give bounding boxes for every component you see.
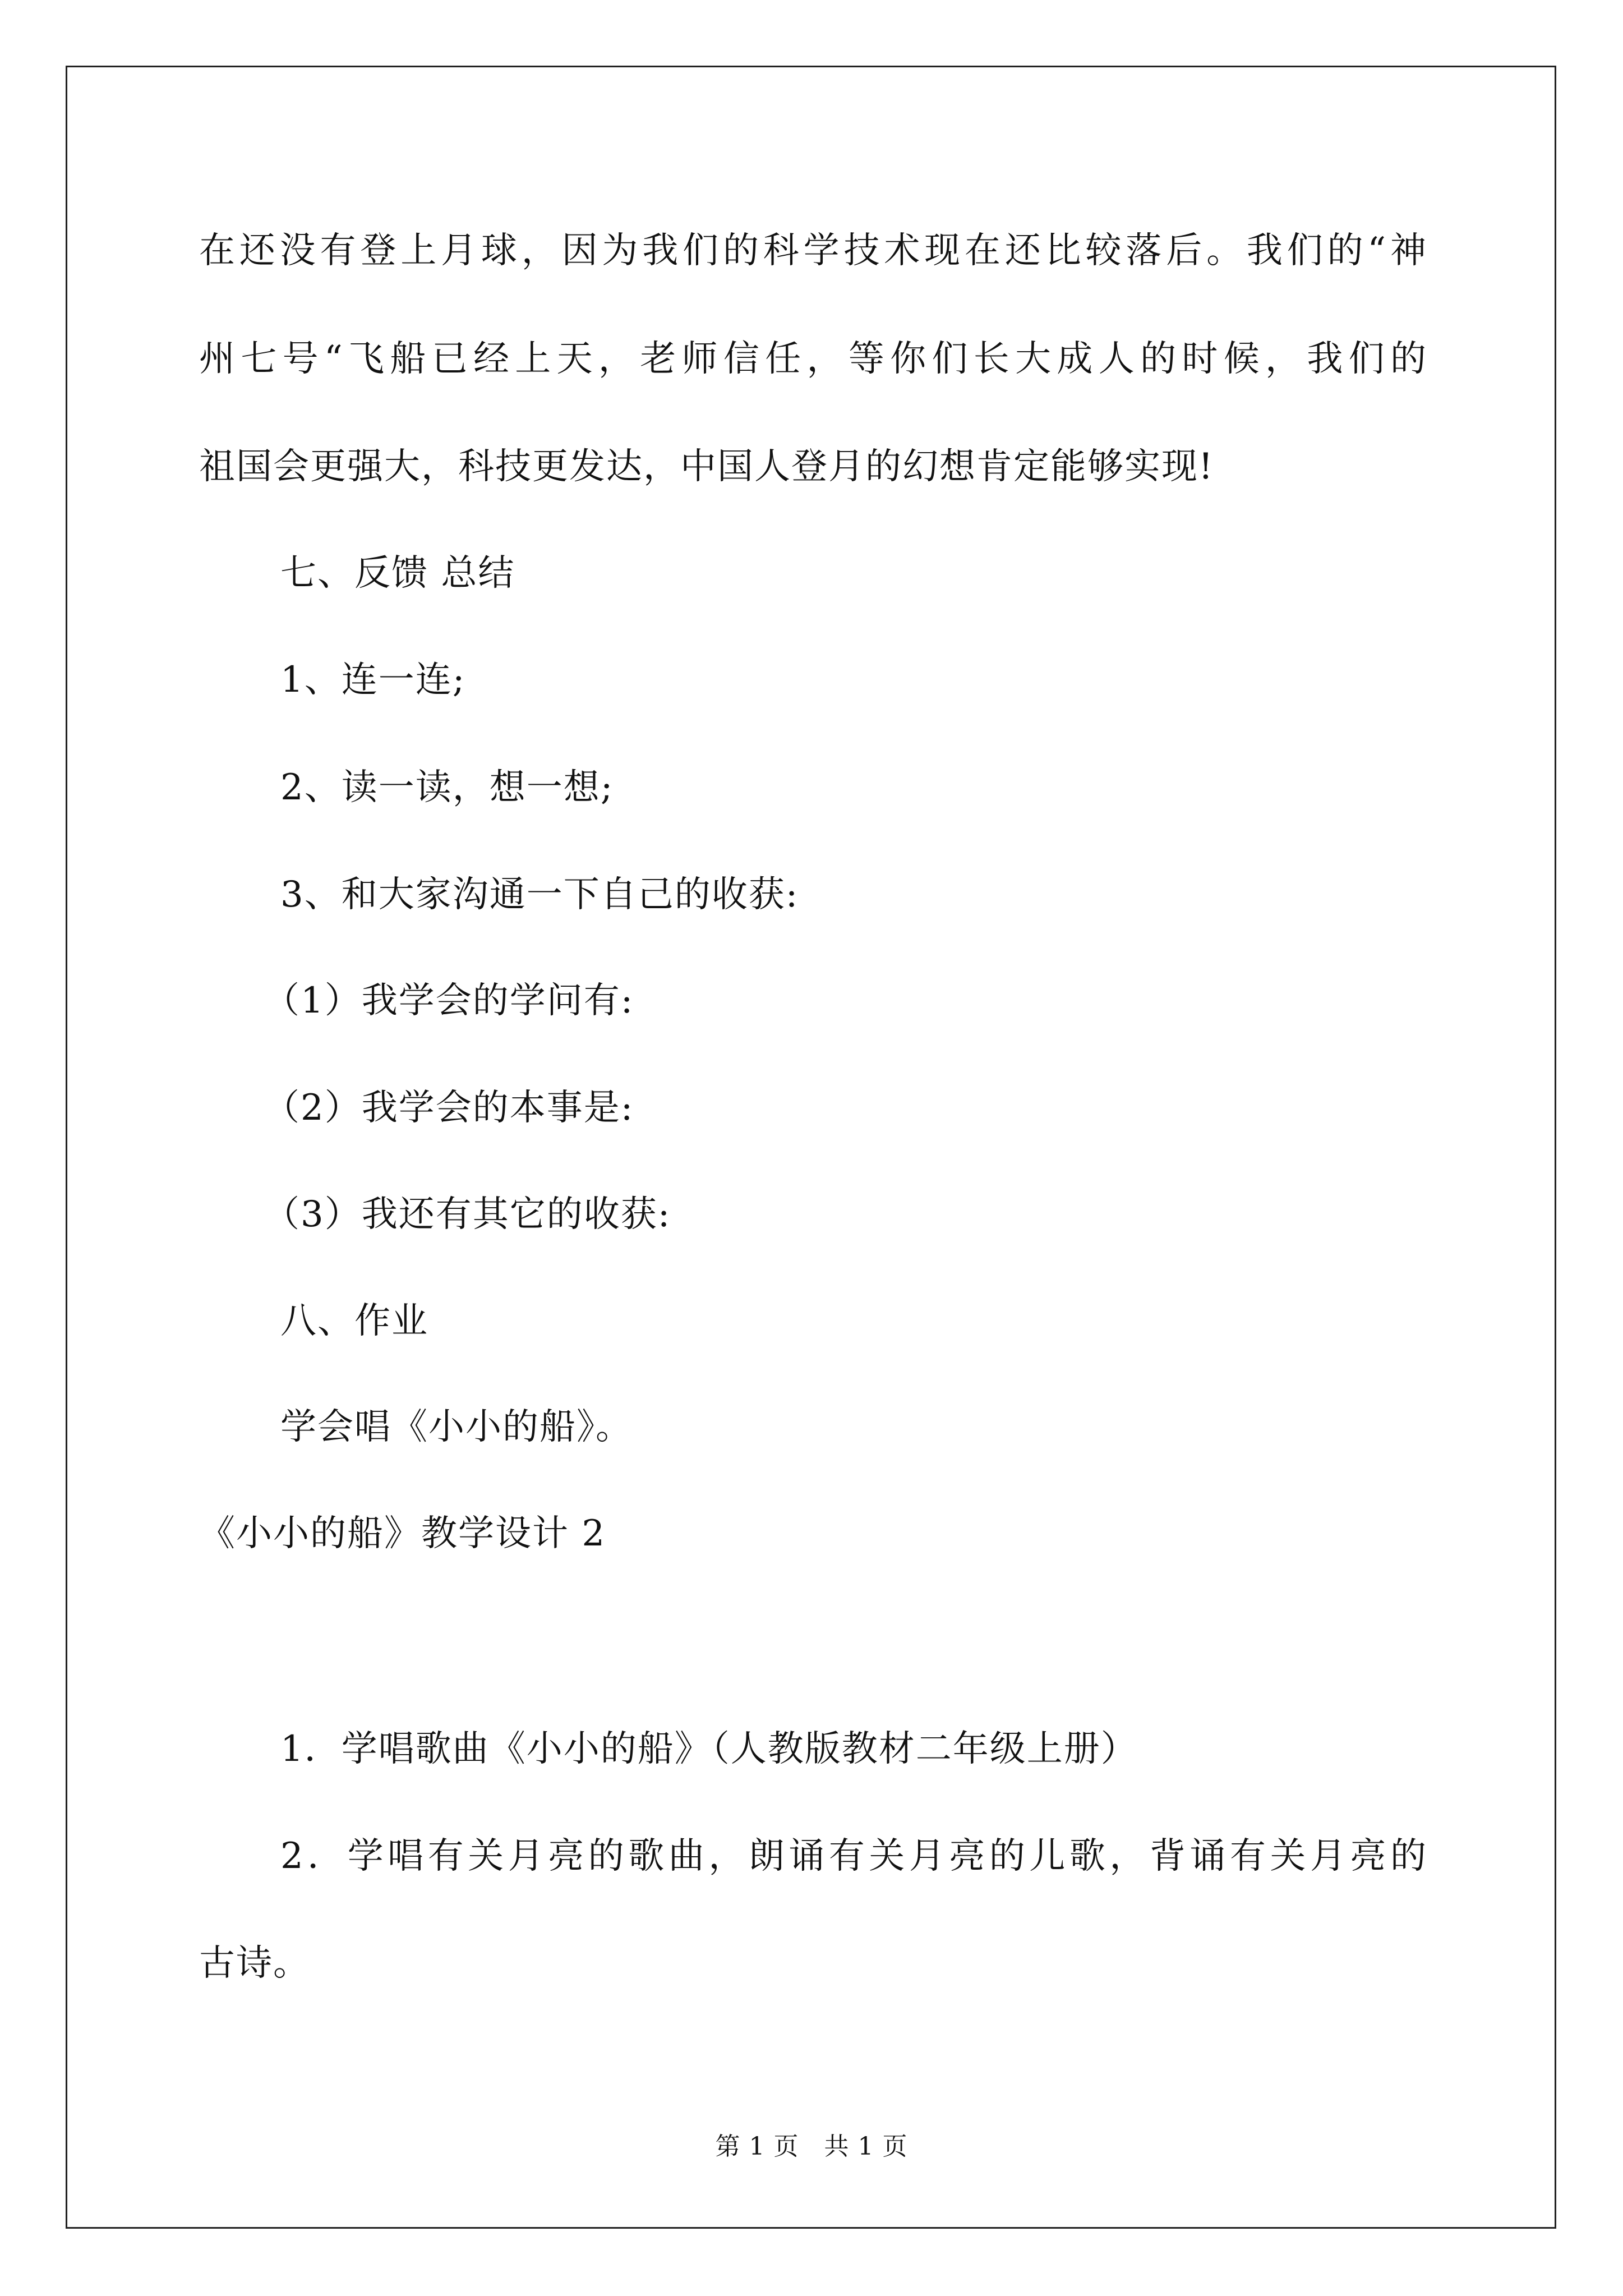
page-footer: 第 1 页 共 1 页 xyxy=(715,2132,908,2161)
design-2-item-2-line-1: 2．学唱有关月亮的歌曲，朗诵有关月亮的儿歌，背诵有关月亮的 xyxy=(280,1835,1427,1877)
section-7-title: 七、反馈 总结 xyxy=(280,553,515,594)
page-border xyxy=(66,66,1556,2229)
section-7-sub-item-3: （3）我还有其它的收获: xyxy=(264,1194,671,1235)
section-8-content: 学会唱《小小的船》。 xyxy=(280,1406,633,1448)
section-8-title: 八、作业 xyxy=(280,1300,428,1342)
section-7-item-1: 1、连一连; xyxy=(280,659,466,701)
section-7-sub-item-1: （1）我学会的学问有: xyxy=(264,980,634,1022)
design-2-item-2-line-2: 古诗。 xyxy=(199,1943,310,1984)
paragraph-line-1: 在还没有登上月球，因为我们的科学技术现在还比较落后。我们的“神 xyxy=(199,230,1427,272)
section-7-item-3: 3、和大家沟通一下自己的收获: xyxy=(280,874,799,915)
section-7-item-2: 2、读一读，想一想; xyxy=(280,767,614,808)
paragraph-line-2: 州七号“飞船已经上天，老师信任，等你们长大成人的时候，我们的 xyxy=(199,338,1427,380)
paragraph-line-3: 祖国会更强大，科技更发达，中国人登月的幻想肯定能够实现! xyxy=(199,446,1214,487)
section-7-sub-item-2: （2）我学会的本事是: xyxy=(264,1087,634,1129)
design-2-item-1: 1．学唱歌曲《小小的船》（人教版教材二年级上册） xyxy=(280,1728,1138,1770)
design-2-heading: 《小小的船》教学设计 2 xyxy=(199,1513,606,1554)
